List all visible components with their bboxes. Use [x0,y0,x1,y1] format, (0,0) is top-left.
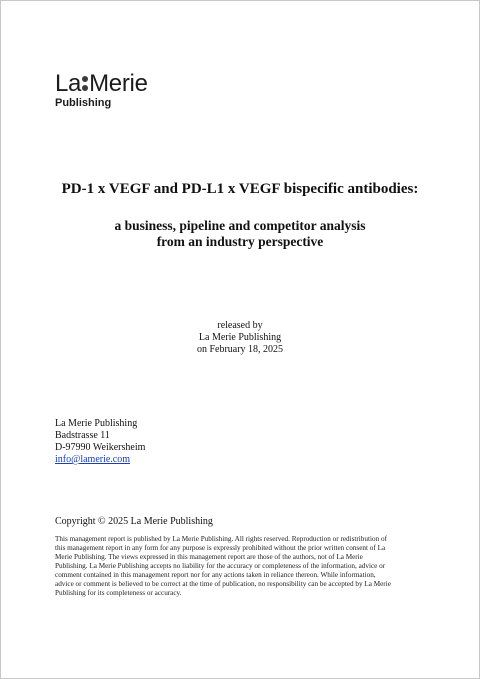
disclaimer-line: advice or comment is believed to be correct at the time of publication, no responsibility can be accepted by La Merie [55,580,391,588]
logo-colon-icon [82,74,88,92]
disclaimer-line: Merie Publishing. The views expressed in this management report are those of the authors, not of La Merie [55,553,363,561]
release-date: on February 18, 2025 [196,344,284,355]
publisher-logo [55,72,148,109]
disclaimer-line: Publishing for its completeness or accuracy. [55,589,182,597]
logo-text-left: La [55,70,82,97]
address-street: Badstrasse 11 [55,430,110,441]
report-subtitle [0,218,480,250]
publisher-address [55,418,145,466]
disclaimer-line: comment contained in this management report nor for any actions taken in reliance thereon. While information, [55,571,376,579]
release-publisher: La Merie Publishing [198,332,282,343]
email-link[interactable]: info@lamerie.com [55,454,131,465]
logo-text-right: Merie [89,70,148,97]
address-city: D-97990 Weikersheim [55,442,146,453]
disclaimer-line: this management report in any form for any purpose is expressly prohibited without the prior written consent of La [55,544,386,552]
copyright-notice: Copyright © 2025 La Merie Publishing [55,516,213,527]
address-company: La Merie Publishing [55,418,138,429]
subtitle-line: from an industry perspective [156,234,324,249]
disclaimer-line: This management report is published by La Merie Publishing. All rights reserved. Reproduction or redistribution of [55,535,387,543]
logo-subtext: Publishing [55,97,112,109]
logo-wordmark [55,72,148,96]
report-title: PD-1 x VEGF and PD-L1 x VEGF bispecific antibodies: [61,181,419,197]
subtitle-line: a business, pipeline and competitor analysis [114,218,366,233]
disclaimer-line: Publishing. La Merie Publishing accepts no liability for the accuracy or completeness of the information, advice or [55,562,386,570]
release-line: released by [217,320,263,331]
disclaimer [55,535,425,598]
release-info [0,320,480,356]
